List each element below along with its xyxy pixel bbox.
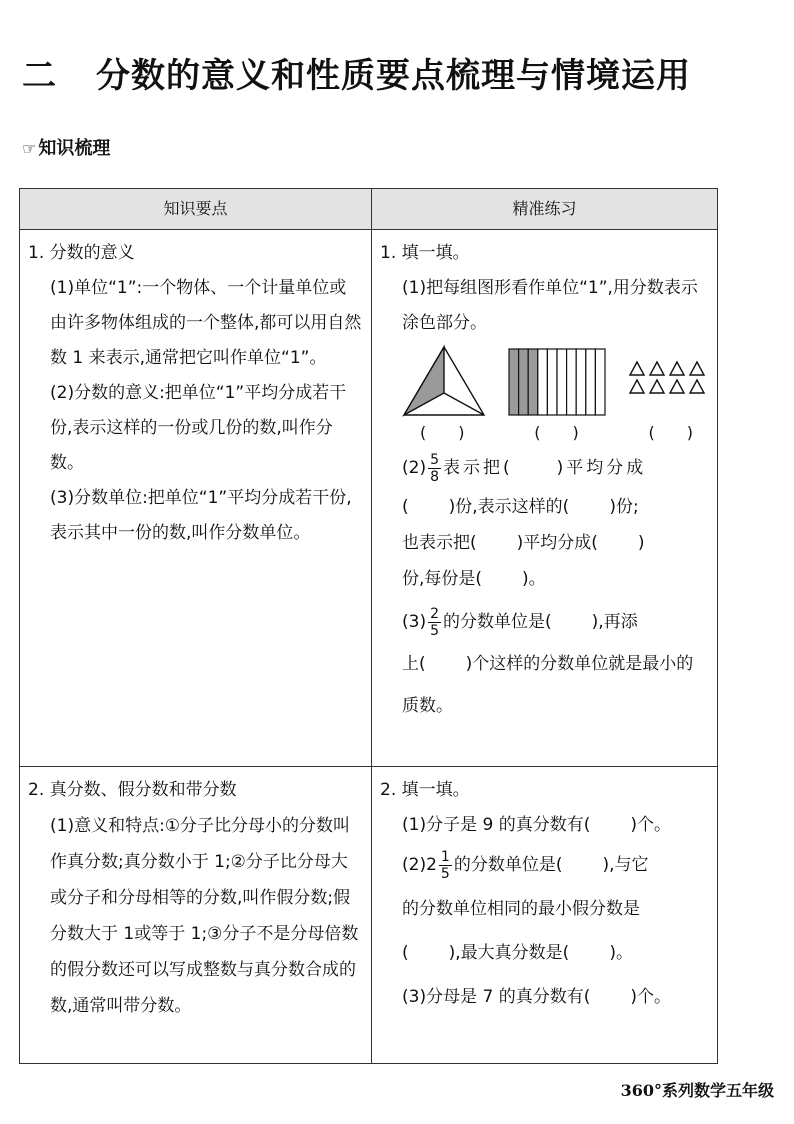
q2-text-h: ): [637, 533, 645, 553]
q2-text-c: (: [402, 497, 409, 517]
row1-left-p2: (2)分数的意义:把单位“1”平均分成若干份,表示这样的一份或几份的数,叫作分数。: [50, 383, 347, 473]
section-title: 分数的意义和性质要点梳理与情境运用: [96, 56, 691, 96]
fraction-numerator: 2: [430, 605, 440, 622]
answer-bracket[interactable]: ( ): [648, 423, 693, 442]
row2-right-heading: 2. 填一填。: [380, 780, 470, 800]
row1-left-heading: 1. 分数的意义: [28, 243, 135, 263]
header-practice: 精准练习: [372, 189, 718, 230]
strip-part: [537, 349, 547, 415]
section-number: 二: [22, 56, 57, 96]
q2-text-d: (: [402, 943, 409, 963]
q2-text-g: )平均分成(: [516, 533, 598, 553]
q2-text-b: ),与它: [602, 855, 649, 875]
small-triangle: [690, 380, 704, 393]
strip-part: [585, 349, 595, 415]
triangle-figure: [402, 345, 486, 417]
row1-right-cell: [372, 230, 718, 767]
small-triangle: [630, 362, 644, 375]
small-triangle: [670, 362, 684, 375]
fraction-numerator: 1: [440, 848, 450, 865]
row2-left-heading: 2. 真分数、假分数和带分数: [28, 780, 237, 800]
q3-text-b: )个。: [630, 987, 671, 1007]
table-row: [20, 767, 718, 1064]
q1-text-b: )个。: [630, 815, 671, 835]
strip-part: [557, 349, 567, 415]
q1-text-a: (1)分子是 9 的真分数有(: [402, 815, 591, 835]
row1-right-q3: [380, 601, 709, 727]
subsection-heading: [22, 134, 110, 160]
q2-text-d: )份,表示这样的(: [448, 497, 570, 517]
answer-bracket[interactable]: ( ): [420, 423, 465, 442]
fraction-2-5: [428, 607, 441, 638]
figure-row: [380, 341, 709, 419]
q2-text-e: ),最大真分数是(: [448, 943, 570, 963]
row1-left-p1: (1)单位“1”:一个物体、一个计量单位或由许多物体组成的一个整体,都可以用自然数 1 来表示,通常把它叫作单位“1”。: [50, 278, 362, 368]
row2-left-p1: (1)意义和特点:①分子比分母小的分数叫作真分数;真分数小于 1;②分子比分母大或分子和分母相等的分数,叫作假分数;假分数大于 1或等于 1;③分子不是分母倍数的假分数还可以写成整数与真分数合成的数,通常叫带分数。: [50, 816, 359, 1016]
strip-part: [528, 349, 538, 415]
q2-text-e: )份;: [609, 497, 639, 517]
q2-text-c: 的分数单位相同的最小假分数是: [402, 899, 640, 919]
table-row: [20, 230, 718, 767]
strip-part: [576, 349, 586, 415]
row2-right-cell: [372, 767, 718, 1064]
q2-prefix: (2)2: [402, 855, 437, 875]
q2-text-a: 表示把(: [443, 458, 513, 478]
q2-text-b: )平均分成: [556, 458, 647, 478]
row1-left-p3: (3)分数单位:把单位“1”平均分成若干份,表示其中一份的数,叫作分数单位。: [50, 488, 352, 543]
small-triangle: [650, 380, 664, 393]
q2-text-a: 的分数单位是(: [453, 855, 563, 875]
q2-prefix: (2): [402, 458, 427, 478]
row1-right-q1: (1)把每组图形看作单位“1”,用分数表示涂色部分。: [402, 278, 698, 333]
strip-part: [595, 349, 605, 415]
page-title: [22, 48, 691, 97]
page-footer: 360°系列数学五年级: [620, 1081, 774, 1100]
row1-right-q2: [380, 447, 709, 489]
strip-part: [547, 349, 557, 415]
pointing-hand-icon: ☞: [22, 139, 37, 158]
q3-text-b: ),再添: [591, 612, 638, 632]
fraction-numerator: 5: [430, 451, 440, 468]
q2-text-f: 也表示把(: [402, 533, 477, 553]
q3-prefix: (3): [402, 612, 427, 632]
fraction-5-8: [428, 453, 441, 484]
q3-text-d: )个这样的分数单位就是最小的质数。: [402, 654, 694, 716]
fraction-denominator: 5: [430, 622, 440, 639]
row1-right-heading: 1. 填一填。: [380, 243, 470, 263]
fraction-denominator: 5: [440, 865, 450, 882]
row2-right-q1: [380, 808, 709, 843]
subsection-title: 知识梳理: [38, 138, 111, 159]
header-key-points: 知识要点: [20, 189, 372, 230]
small-triangles-figure: [627, 345, 707, 417]
small-triangle: [690, 362, 704, 375]
knowledge-table: [19, 188, 718, 1064]
q2-text-j: )。: [522, 569, 546, 589]
answer-bracket[interactable]: ( ): [534, 423, 579, 442]
answer-brackets: [380, 419, 709, 447]
q2-text-i: 份,每份是(: [402, 569, 483, 589]
row1-right-q2-line2: [380, 489, 709, 597]
q3-text-a: (3)分母是 7 的真分数有(: [402, 987, 591, 1007]
fraction-denominator: 8: [430, 468, 440, 485]
strip-part: [509, 349, 519, 415]
strip-part: [518, 349, 528, 415]
strip-part: [566, 349, 576, 415]
q3-text-a: 的分数单位是(: [443, 612, 552, 632]
fraction-1-5: [439, 850, 452, 881]
q3-text-c: 上(: [402, 654, 426, 674]
row2-left-cell: [20, 767, 372, 1064]
row2-right-q3: [380, 975, 709, 1019]
q2-text-f: )。: [609, 943, 633, 963]
row2-right-q2: [380, 843, 709, 975]
small-triangle: [630, 380, 644, 393]
small-triangle: [650, 362, 664, 375]
row1-left-cell: [20, 230, 372, 767]
small-triangle: [670, 380, 684, 393]
table-header-row: [20, 189, 718, 230]
rectangle-strip-figure: [507, 345, 607, 417]
